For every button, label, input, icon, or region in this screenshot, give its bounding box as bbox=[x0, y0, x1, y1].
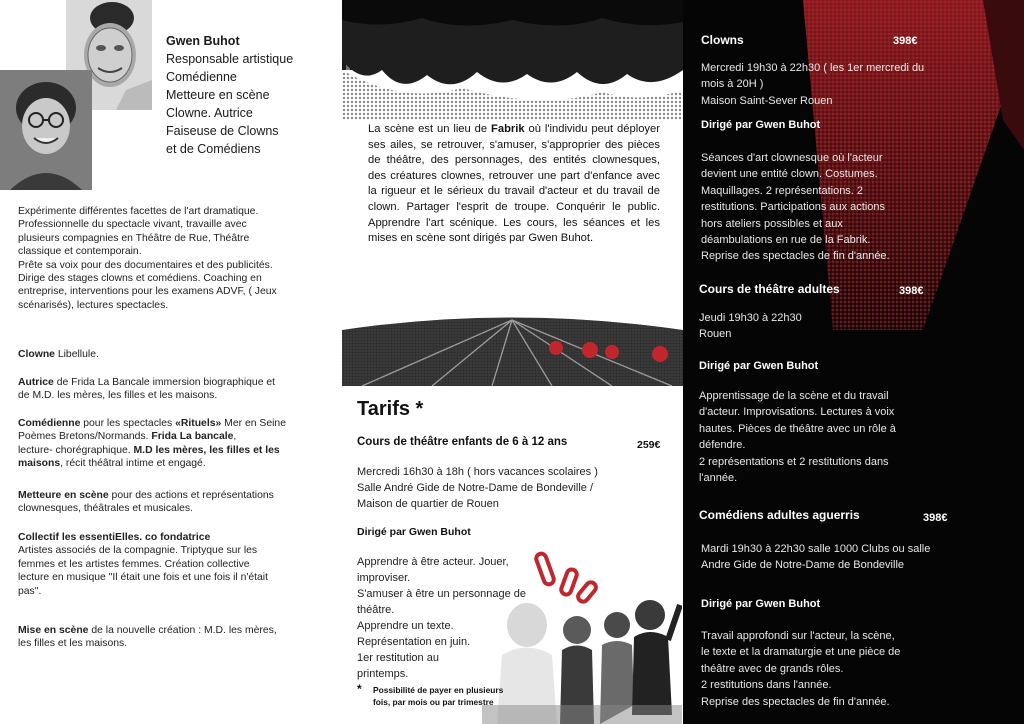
clowne-paragraph bbox=[18, 348, 308, 361]
bio-role: et de Comédiens bbox=[166, 142, 261, 156]
desc-line: le texte et la dramaturgie et une pièce de bbox=[701, 646, 901, 659]
comedienne-label: Comédienne bbox=[18, 418, 81, 429]
schedule-line: Salle André Gide de Notre-Dame de Bondeville / bbox=[357, 482, 594, 494]
clowns-schedule bbox=[701, 60, 1001, 109]
metteure-text: pour des actions et représentations bbox=[108, 490, 274, 501]
stage-curtain-image bbox=[342, 0, 683, 120]
intro-line: Expérimente différentes facettes de l'art dramatique. bbox=[18, 206, 259, 217]
rituels-title: «Rituels» bbox=[175, 418, 222, 429]
adultes-description bbox=[699, 388, 999, 486]
schedule-line: Mardi 19h30 à 22h30 salle 1000 Clubs ou salle bbox=[701, 543, 931, 555]
schedule-line: Mercredi 19h30 à 22h30 ( les 1er mercredi du bbox=[701, 62, 925, 74]
footnote-line: fois, par mois ou par trimestre bbox=[373, 697, 494, 707]
description-text: où l'individu peut déployer ses ailes, se retrouver, s'amuser, s'approprier des pièces de théâtre, des personnages, des entités clownesques, des créatures clownes, retrouver une part d'enfance avec la rigueur et le sérieux du travail d'acteur et du travail de clown. Partager l'esprit de troupe. Conquérir le public. Apprendre l'art scénique. Les cours, les séances et les mises en scène sont dirigés par Gwen Buhot. bbox=[368, 123, 660, 245]
tarifs-heading: Tarifs * bbox=[357, 398, 424, 420]
bio-name: Gwen Buhot bbox=[166, 34, 240, 48]
intro-paragraph bbox=[18, 205, 308, 312]
intro-line: scénarisés), lectures spectacles. bbox=[18, 299, 169, 311]
stage-floor-image bbox=[342, 300, 683, 386]
schedule-line: Andre Gide de Notre-Dame de Bondeville bbox=[701, 559, 905, 572]
desc-line: Séances d'art clownesque où l'acteur bbox=[701, 152, 883, 164]
comedienne-text: Poèmes Bretons/Normands. bbox=[18, 431, 152, 443]
desc-line: Reprise des spectacles de fin d'année. bbox=[701, 695, 890, 708]
collectif-label: Collectif les essentiElles. co fondatrice bbox=[18, 532, 211, 543]
collectif-line: Artistes associés de la compagnie. Triptyque sur les bbox=[18, 545, 258, 557]
intro-line: Prête sa voix pour des documentaires et des publicités. bbox=[18, 259, 273, 271]
desc-line: Reprise des spectacles de fin d'année. bbox=[701, 250, 890, 263]
comedienne-text: lecture- chorégraphique. bbox=[18, 444, 134, 456]
collectif-paragraph bbox=[18, 531, 308, 598]
aguerris-description bbox=[701, 628, 1001, 710]
aguerris-schedule bbox=[701, 541, 1011, 574]
bio-role: Clowne. Autrice bbox=[166, 106, 253, 120]
desc-line: devient une entité clown. Costumes. bbox=[701, 168, 878, 181]
collectif-line: pas". bbox=[18, 585, 42, 597]
adultes-schedule bbox=[699, 310, 999, 343]
desc-line: hautes. Pièces de théâtre avec un rôle à bbox=[699, 422, 896, 435]
aguerris-director: Dirigé par Gwen Buhot bbox=[701, 598, 821, 610]
comedienne-text: , récit théâtral intime et engagé. bbox=[60, 458, 206, 470]
clowns-description bbox=[701, 150, 1001, 265]
schedule-line: mois à 20H ) bbox=[701, 78, 764, 91]
intro-line: Professionnelle du spectacle vivant, travaille avec bbox=[18, 219, 247, 231]
clowne-label: Clowne bbox=[18, 349, 55, 360]
schedule-line: Rouen bbox=[699, 328, 732, 341]
desc-line: Représentation en juin. bbox=[357, 636, 471, 648]
desc-line: d'acteur. Improvisations. Lectures à voix bbox=[699, 406, 895, 419]
collectif-line: femmes et les artistes femmes. Création collective bbox=[18, 558, 250, 570]
metteure-paragraph bbox=[18, 489, 308, 516]
autrice-text: de Frida La Bancale immersion biographique et bbox=[53, 377, 276, 388]
md-title: M.D les mères, les filles et les bbox=[133, 444, 280, 456]
bio-role: Faiseuse de Clowns bbox=[166, 124, 279, 138]
desc-line: Travail approfondi sur l'acteur, la scène, bbox=[701, 630, 895, 642]
desc-line: 1er restitution au bbox=[357, 652, 439, 664]
footnote-star: * bbox=[357, 682, 362, 696]
clowne-text: Libellule. bbox=[54, 349, 99, 360]
metteure-text: clownesques, théâtrales et musicales. bbox=[18, 503, 193, 515]
clowns-director: Dirigé par Gwen Buhot bbox=[701, 119, 821, 131]
description-text: La scène est un lieu de bbox=[368, 123, 492, 135]
autrice-label: Autrice bbox=[18, 377, 54, 388]
aguerris-price: 398€ bbox=[923, 512, 948, 524]
desc-line: déambulations en rue de la Fabrik. bbox=[701, 234, 871, 247]
bio-role: Metteure en scène bbox=[166, 88, 270, 102]
md-title: maisons bbox=[18, 458, 61, 470]
comedienne-text: , bbox=[233, 431, 237, 443]
kids-course-title: Cours de théâtre enfants de 6 à 12 ans bbox=[357, 436, 568, 448]
mise-en-scene-paragraph bbox=[18, 624, 308, 651]
gwen-buhot-portrait bbox=[0, 70, 92, 190]
adultes-title: Cours de théâtre adultes bbox=[699, 282, 840, 296]
fabrik-name: Fabrik bbox=[491, 123, 525, 135]
desc-line: l'année. bbox=[699, 472, 738, 485]
comedienne-text: pour les spectacles bbox=[80, 418, 176, 429]
frida-title: Frida La bancale bbox=[151, 431, 234, 443]
desc-line: défendre. bbox=[699, 439, 746, 452]
desc-line: Maquillages. 2 représentations. 2 bbox=[701, 184, 864, 197]
footnote-line: Possibilité de payer en plusieurs bbox=[373, 685, 504, 695]
desc-line: 2 restitutions dans l'année. bbox=[701, 679, 832, 692]
kids-course-price: 259€ bbox=[637, 439, 661, 451]
clowns-title: Clowns bbox=[701, 33, 744, 47]
desc-line: Apprendre à être acteur. Jouer, improviser. bbox=[357, 556, 509, 584]
bio-role: Responsable artistique bbox=[166, 52, 294, 66]
desc-line: S'amuser à être un personnage de théâtre. bbox=[357, 588, 527, 616]
comedienne-paragraph bbox=[18, 417, 308, 471]
schedule-line: Mercredi 16h30 à 18h ( hors vacances scolaires ) bbox=[357, 466, 598, 478]
desc-line: printemps. bbox=[357, 668, 409, 680]
adultes-price: 398€ bbox=[899, 285, 924, 297]
desc-line: hors ateliers possibles et aux bbox=[701, 217, 843, 230]
kids-course-director: Dirigé par Gwen Buhot bbox=[357, 526, 471, 538]
autrice-paragraph bbox=[18, 376, 308, 403]
desc-line: théâtre avec de grands rôles. bbox=[701, 662, 844, 675]
mise-label: Mise en scène bbox=[18, 625, 89, 636]
schedule-line: Jeudi 19h30 à 22h30 bbox=[699, 312, 802, 324]
adultes-director: Dirigé par Gwen Buhot bbox=[699, 360, 819, 372]
desc-line: restitutions. Participations aux actions bbox=[701, 201, 886, 214]
comedienne-text: Mer en Seine bbox=[221, 418, 286, 429]
intro-line: Dirige des stages clowns et comédiens. Coaching en bbox=[18, 273, 262, 285]
desc-line: 2 représentations et 2 restitutions dans bbox=[699, 455, 889, 468]
clowns-price: 398€ bbox=[893, 35, 918, 47]
schedule-line: Maison de quartier de Rouen bbox=[357, 498, 499, 510]
metteure-label: Metteure en scène bbox=[18, 490, 109, 501]
schedule-line: Maison Saint-Sever Rouen bbox=[701, 94, 833, 107]
aguerris-title: Comédiens adultes aguerris bbox=[699, 508, 860, 522]
bio-heading bbox=[166, 32, 336, 158]
mise-text: de la nouvelle création : M.D. les mères, bbox=[88, 625, 277, 636]
intro-line: classique et contemporain. bbox=[18, 246, 142, 258]
payment-footnote bbox=[357, 684, 537, 708]
bio-role: Comédienne bbox=[166, 70, 237, 84]
right-column bbox=[683, 0, 1024, 724]
kids-course-schedule bbox=[357, 464, 657, 512]
desc-line: Apprendre un texte. bbox=[357, 620, 454, 632]
intro-line: plusieurs compagnies en Théâtre de Rue, Théâtre bbox=[18, 232, 250, 244]
stage-description bbox=[368, 122, 660, 247]
desc-line: Apprentissage de la scène et du travail bbox=[699, 390, 889, 402]
middle-column bbox=[342, 0, 683, 724]
mise-text: les filles et les maisons. bbox=[18, 638, 128, 650]
left-column bbox=[0, 0, 342, 724]
collectif-line: lecture en musique "Il était une fois et une fois il n'était bbox=[18, 572, 268, 584]
intro-line: entreprise, interventions pour les examens ADVF, ( Jeux bbox=[18, 286, 277, 298]
autrice-text: de M.D. les mères, les filles et les maisons. bbox=[18, 390, 218, 402]
